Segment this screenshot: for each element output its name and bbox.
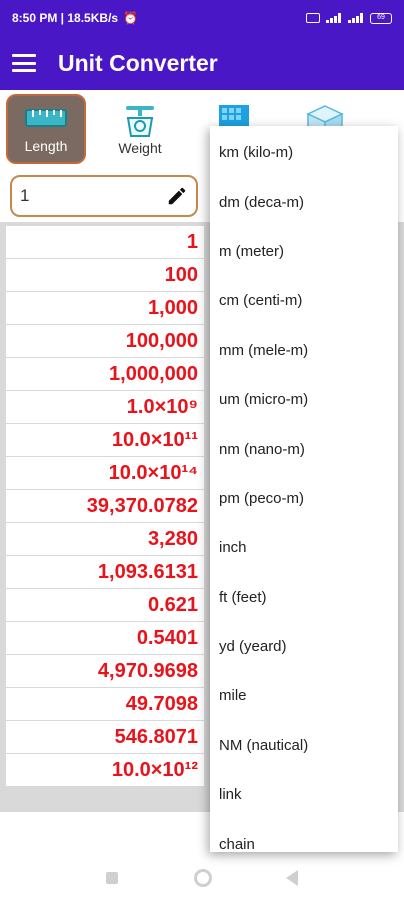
result-row: 39,370.0782 bbox=[6, 490, 204, 522]
dropdown-item[interactable]: mm (mele-m) bbox=[219, 341, 309, 359]
dropdown-item[interactable]: inch bbox=[219, 539, 247, 557]
ruler-icon bbox=[24, 106, 68, 130]
dropdown-item[interactable]: dm (deca-m) bbox=[219, 193, 305, 211]
recent-apps-button[interactable] bbox=[106, 872, 118, 884]
value-input[interactable] bbox=[20, 186, 160, 206]
result-row: 4,970.9698 bbox=[6, 655, 204, 687]
battery-icon: 69 bbox=[370, 13, 392, 24]
result-row: 1 bbox=[6, 226, 204, 258]
pencil-icon[interactable] bbox=[166, 185, 188, 207]
status-bar bbox=[0, 0, 404, 36]
result-row: 100,000 bbox=[6, 325, 204, 357]
result-row: 49.7098 bbox=[6, 688, 204, 720]
status-time: 8:50 PM | 18.5KB/s bbox=[12, 11, 119, 25]
dropdown-item[interactable]: ft (feet) bbox=[219, 588, 267, 606]
dropdown-item[interactable]: km (kilo-m) bbox=[219, 144, 294, 162]
dropdown-item[interactable]: link bbox=[219, 786, 242, 804]
category-length-label: Length bbox=[24, 138, 68, 154]
category-weight[interactable] bbox=[100, 94, 180, 164]
alarm-icon: ⏰ bbox=[123, 11, 139, 25]
result-row: 1,000,000 bbox=[6, 358, 204, 390]
back-button[interactable] bbox=[286, 870, 298, 886]
result-row: 100 bbox=[6, 259, 204, 291]
dropdown-item[interactable]: mile bbox=[219, 687, 247, 705]
result-list bbox=[6, 226, 204, 787]
category-length[interactable] bbox=[6, 94, 86, 164]
result-row: 10.0×10¹¹ bbox=[6, 424, 204, 456]
dropdown-item[interactable]: yd (yeard) bbox=[219, 638, 287, 656]
dropdown-item[interactable]: pm (peco-m) bbox=[219, 489, 305, 507]
result-row: 1.0×10⁹ bbox=[6, 391, 204, 423]
category-weight-label: Weight bbox=[118, 140, 162, 156]
hamburger-menu-icon[interactable] bbox=[12, 54, 36, 72]
screen-record-icon bbox=[306, 13, 320, 23]
unit-dropdown-menu bbox=[210, 126, 398, 852]
signal-icon-2 bbox=[348, 13, 364, 23]
result-row: 10.0×10¹² bbox=[6, 754, 204, 786]
dropdown-item[interactable]: chain bbox=[219, 835, 255, 852]
signal-icon bbox=[326, 13, 342, 23]
result-row: 3,280 bbox=[6, 523, 204, 555]
app-bar bbox=[0, 36, 404, 90]
result-row: 1,000 bbox=[6, 292, 204, 324]
scale-icon bbox=[122, 104, 158, 138]
home-button[interactable] bbox=[194, 869, 212, 887]
result-row: 1,093.6131 bbox=[6, 556, 204, 588]
dropdown-item[interactable]: cm (centi-m) bbox=[219, 292, 303, 310]
result-row: 0.621 bbox=[6, 589, 204, 621]
result-row: 10.0×10¹⁴ bbox=[6, 457, 204, 489]
dropdown-item[interactable]: m (meter) bbox=[219, 242, 284, 260]
dropdown-item[interactable]: nm (nano-m) bbox=[219, 440, 305, 458]
value-input-box[interactable] bbox=[10, 175, 198, 217]
status-icons bbox=[306, 13, 392, 24]
app-title: Unit Converter bbox=[58, 49, 218, 76]
result-row: 0.5401 bbox=[6, 622, 204, 654]
dropdown-item[interactable]: NM (nautical) bbox=[219, 736, 309, 754]
dropdown-item[interactable]: um (micro-m) bbox=[219, 391, 309, 409]
result-row: 546.8071 bbox=[6, 721, 204, 753]
